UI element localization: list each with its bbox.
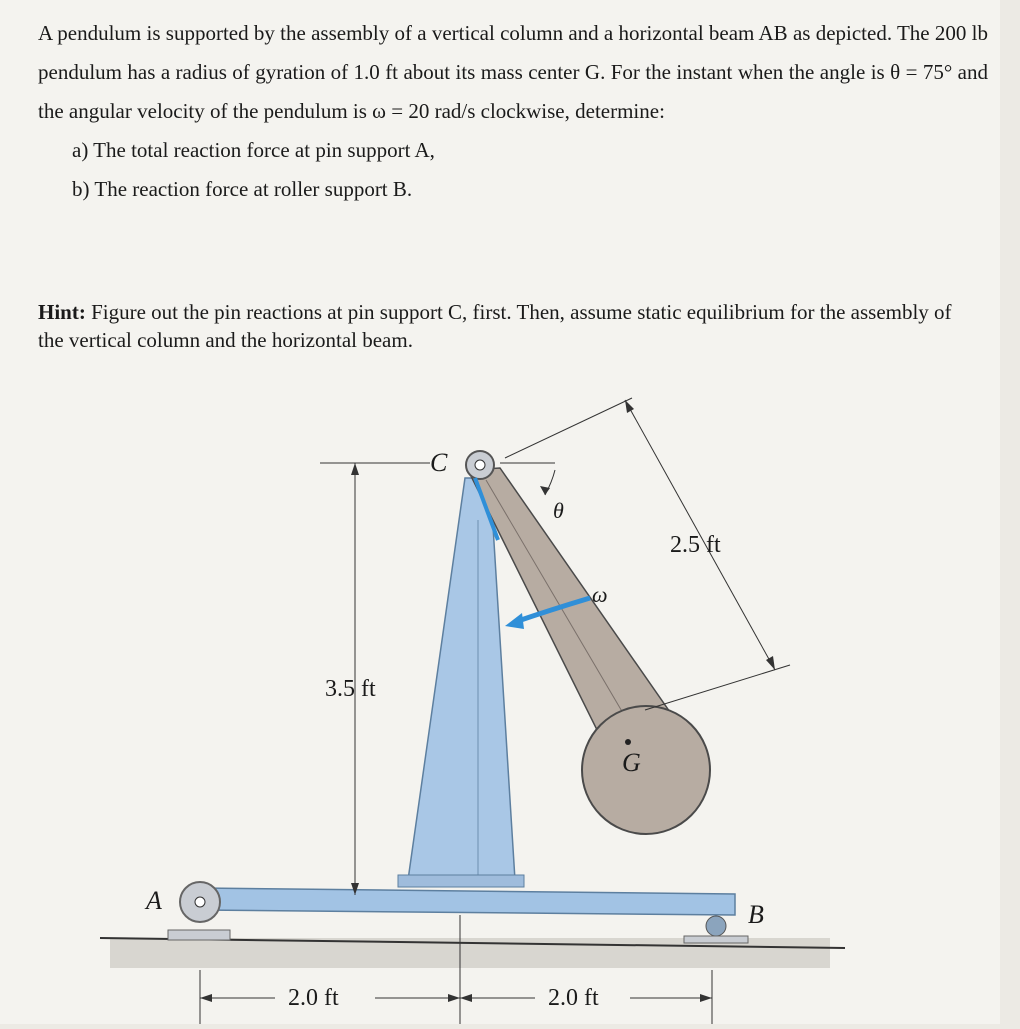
hint-text: Figure out the pin reactions at pin support C, first. Then, assume static equilibrium for the assembly of the vertical column and the horizontal beam. (38, 300, 952, 352)
problem-part-a: a) The total reaction force at pin support A, (72, 138, 435, 162)
pin-support-a-base (168, 930, 230, 940)
horizontal-beam-ab (200, 888, 735, 915)
pendulum-bob (582, 706, 710, 834)
label-theta: θ (553, 498, 564, 523)
dim-arrow-column-top (351, 463, 359, 475)
label-a: A (146, 886, 162, 915)
column-dimension-label: 3.5 ft (325, 676, 376, 702)
dim-arrow-left-start (200, 994, 212, 1002)
mass-center-g (625, 739, 631, 745)
pendulum-dimension-label: 2.5 ft (670, 532, 721, 558)
problem-intro: A pendulum is supported by the assembly of a vertical column and a horizontal beam AB as depicted. The 200 lb pendulum has a radius of gyration of 1.0 ft about its mass center G. For the instant when the angle is θ = 75° and the angular velocity of the pendulum is ω = 20 rad/s clockwise, determine: (38, 21, 988, 123)
pin-c-hole (475, 460, 485, 470)
dim-arrow-left-end (448, 994, 460, 1002)
problem-statement (38, 14, 988, 209)
right-span-dimension-label: 2.0 ft (548, 985, 599, 1011)
pendulum-figure (0, 370, 1000, 1024)
pendulum-diagram (0, 370, 1000, 1024)
label-g: G (622, 748, 641, 777)
pin-a-hole (195, 897, 205, 907)
dim-arrow-right-end (700, 994, 712, 1002)
dim-ext-pendulum-bottom (645, 665, 790, 710)
label-c: C (430, 448, 448, 477)
hint-label: Hint: (38, 300, 86, 324)
column-base-plate (398, 875, 524, 887)
hint-paragraph (38, 298, 978, 354)
dim-arrow-pendulum-top (625, 400, 634, 413)
left-span-dimension-label: 2.0 ft (288, 985, 339, 1011)
problem-part-b: b) The reaction force at roller support B. (72, 177, 413, 201)
omega-arrow-head (505, 613, 524, 629)
label-b: B (748, 900, 764, 929)
dim-ext-pendulum-top (505, 398, 632, 458)
roller-support-b (706, 916, 726, 936)
roller-b-base (684, 936, 748, 943)
dim-arrow-pendulum-bottom (766, 656, 775, 670)
label-omega: ω (592, 582, 608, 607)
dim-arrow-right-start (460, 994, 472, 1002)
